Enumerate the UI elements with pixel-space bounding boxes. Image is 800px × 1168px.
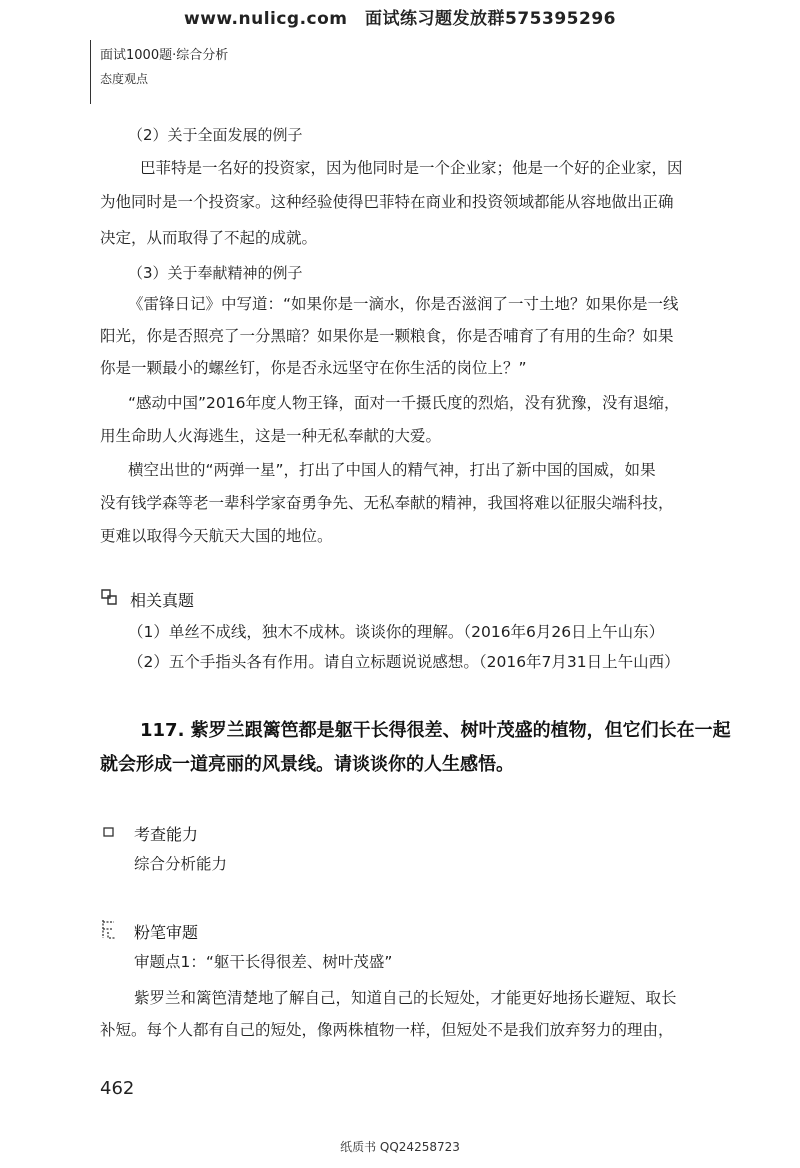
top-banner: www.nulicg.com 面试练习题发放群575395296 bbox=[184, 9, 616, 29]
paragraph-line: 没有钱学森等老一辈科学家奋勇争先、无私奉献的精神，我国将难以征服尖端科技， bbox=[100, 494, 674, 512]
running-header-title: 面试1000题·综合分析 bbox=[100, 48, 229, 63]
paragraph-line: 用生命助人火海逃生，这是一种无私奉献的大爱。 bbox=[100, 427, 442, 445]
paragraph-line: 阳光，你是否照亮了一分黑暗？如果你是一颗粮食，你是否哺育了有用的生命？如果 bbox=[100, 327, 674, 345]
footer-note: 纸质书 QQ24258723 bbox=[340, 1140, 460, 1154]
analysis-title: 粉笔审题 bbox=[134, 923, 199, 942]
question-title-line: 117. 紫罗兰跟篱笆都是躯干长得很差、树叶茂盛的植物，但它们长在一起 bbox=[140, 720, 731, 741]
analysis-icon bbox=[100, 918, 118, 944]
paragraph-line: 你是一颗最小的螺丝钉，你是否永远坚守在你生活的岗位上？” bbox=[100, 359, 527, 377]
running-header-subtitle: 态度观点 bbox=[100, 72, 149, 86]
related-questions-title: 相关真题 bbox=[130, 591, 195, 610]
question-title-line: 就会形成一道亮丽的风景线。请谈谈你的人生感悟。 bbox=[100, 754, 514, 775]
related-questions-icon bbox=[100, 588, 118, 610]
paragraph-line: 为他同时是一个投资家。这种经验使得巴菲特在商业和投资领域都能从容地做出正确 bbox=[100, 193, 674, 211]
paragraph-line: 紫罗兰和篱笆清楚地了解自己，知道自己的长短处，才能更好地扬长避短、取长 bbox=[134, 989, 677, 1007]
ability-text: 综合分析能力 bbox=[134, 855, 228, 873]
example-comprehensive-heading: （2）关于全面发展的例子 bbox=[128, 126, 303, 144]
ability-title: 考查能力 bbox=[134, 825, 199, 844]
paragraph-line: “感动中国”2016年度人物王锋，面对一千摄氏度的烈焰，没有犹豫，没有退缩， bbox=[128, 394, 680, 412]
page-number: 462 bbox=[100, 1078, 135, 1099]
paragraph-line: 横空出世的“两弹一星”，打出了中国人的精气神，打出了新中国的国威，如果 bbox=[128, 461, 656, 479]
paragraph-line: 更难以取得今天航天大国的地位。 bbox=[100, 527, 333, 545]
ability-icon bbox=[102, 824, 116, 843]
paragraph-line: 巴菲特是一名好的投资家，因为他同时是一个企业家；他是一个好的企业家，因 bbox=[140, 159, 683, 177]
related-question-item: （2）五个手指头各有作用。请自立标题说说感想。（2016年7月31日上午山西） bbox=[128, 653, 680, 671]
paragraph-line: 《雷锋日记》中写道：“如果你是一滴水，你是否滋润了一寸土地？如果你是一线 bbox=[128, 295, 679, 313]
analysis-point: 审题点1：“躯干长得很差、树叶茂盛” bbox=[134, 953, 393, 971]
paragraph-line: 补短。每个人都有自己的短处，像两株植物一样，但短处不是我们放弃努力的理由， bbox=[100, 1021, 674, 1039]
paragraph-line: 决定，从而取得了不起的成就。 bbox=[100, 229, 318, 247]
header-rule bbox=[90, 40, 91, 104]
related-question-item: （1）单丝不成线，独木不成林。谈谈你的理解。（2016年6月26日上午山东） bbox=[128, 623, 665, 641]
example-dedication-heading: （3）关于奉献精神的例子 bbox=[128, 264, 303, 282]
